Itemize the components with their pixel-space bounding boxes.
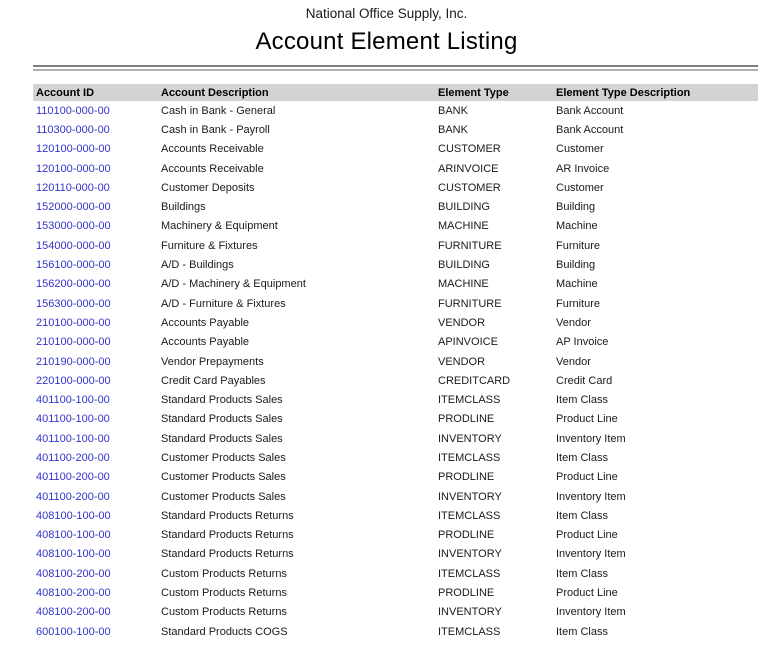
account-description-cell: Custom Products Returns xyxy=(161,606,287,619)
account-id-link[interactable]: 120100-000-00 xyxy=(36,162,111,175)
table-header-row xyxy=(33,84,758,101)
company-name: National Office Supply, Inc. xyxy=(305,6,468,21)
account-id-cell xyxy=(33,197,158,216)
table-row xyxy=(33,564,758,583)
table-row xyxy=(33,236,758,255)
account-description-cell: Vendor Prepayments xyxy=(161,355,264,368)
element-type-description-cell: Product Line xyxy=(556,587,618,600)
table-row xyxy=(33,448,758,467)
account-id-link[interactable]: 153000-000-00 xyxy=(36,220,111,233)
element-type-cell: ITEMCLASS xyxy=(438,625,501,638)
table-row xyxy=(33,410,758,429)
table-row xyxy=(33,583,758,602)
title-divider xyxy=(33,65,758,71)
element-type-description-cell: Inventory Item xyxy=(556,548,626,561)
table-row xyxy=(33,506,758,525)
account-id-link[interactable]: 156100-000-00 xyxy=(36,259,111,272)
account-description-cell: Machinery & Equipment xyxy=(161,220,278,233)
account-id-cell xyxy=(33,487,158,506)
account-description-cell: Standard Products Returns xyxy=(161,529,294,542)
account-id-link[interactable]: 152000-000-00 xyxy=(36,201,111,214)
account-id-link[interactable]: 120110-000-00 xyxy=(36,181,110,194)
element-type-cell: VENDOR xyxy=(438,316,486,329)
element-type-description-cell: Item Class xyxy=(556,625,608,638)
account-id-link[interactable]: 401100-200-00 xyxy=(36,490,110,503)
table-row xyxy=(33,294,758,313)
element-type-description-cell: Building xyxy=(556,201,596,214)
table-row xyxy=(33,333,758,352)
column-header-element-type-description: Element Type Description xyxy=(553,84,758,101)
table-row xyxy=(33,217,758,236)
table-row xyxy=(33,140,758,159)
table-row xyxy=(33,178,758,197)
table-row xyxy=(33,545,758,564)
account-id-cell xyxy=(33,622,158,641)
element-type-description-cell: Vendor xyxy=(556,355,591,368)
account-description-cell: Standard Products Sales xyxy=(161,394,283,407)
element-type-cell: PRODLINE xyxy=(438,587,495,600)
account-id-cell xyxy=(33,159,158,178)
account-id-link[interactable]: 210190-000-00 xyxy=(36,355,111,368)
account-id-link[interactable]: 120100-000-00 xyxy=(36,143,111,156)
account-id-cell xyxy=(33,101,158,120)
account-id-cell xyxy=(33,429,158,448)
account-id-link[interactable]: 408100-200-00 xyxy=(36,587,111,600)
account-id-cell xyxy=(33,178,158,197)
element-type-description-cell: Item Class xyxy=(556,509,608,522)
table-row xyxy=(33,390,758,409)
element-type-cell: ARINVOICE xyxy=(438,162,499,175)
table-row xyxy=(33,603,758,622)
account-id-link[interactable]: 600100-100-00 xyxy=(36,625,111,638)
account-id-link[interactable]: 154000-000-00 xyxy=(36,239,111,252)
element-type-cell: MACHINE xyxy=(438,220,489,233)
account-id-cell xyxy=(33,448,158,467)
account-id-link[interactable]: 110300-000-00 xyxy=(36,123,110,136)
account-description-cell: Customer Products Sales xyxy=(161,490,286,503)
account-description-cell: Customer Deposits xyxy=(161,181,255,194)
element-type-description-cell: AR Invoice xyxy=(556,162,610,175)
account-id-link[interactable]: 408100-100-00 xyxy=(36,509,111,522)
element-type-cell: INVENTORY xyxy=(438,432,502,445)
element-type-cell: BUILDING xyxy=(438,259,490,272)
element-type-cell: PRODLINE xyxy=(438,413,495,426)
element-type-cell: ITEMCLASS xyxy=(438,394,501,407)
account-description-cell: Accounts Receivable xyxy=(161,143,264,156)
element-type-description-cell: Machine xyxy=(556,278,598,291)
table-row xyxy=(33,255,758,274)
account-id-cell xyxy=(33,390,158,409)
element-type-cell: INVENTORY xyxy=(438,490,502,503)
account-id-cell xyxy=(33,275,158,294)
account-id-link[interactable]: 210100-000-00 xyxy=(36,316,111,329)
element-type-cell: BUILDING xyxy=(438,201,490,214)
account-description-cell: A/D - Machinery & Equipment xyxy=(161,278,306,291)
account-description-cell: Standard Products Sales xyxy=(161,413,283,426)
account-description-cell: Standard Products Returns xyxy=(161,548,294,561)
account-id-link[interactable]: 401100-100-00 xyxy=(36,394,110,407)
account-id-link[interactable]: 401100-200-00 xyxy=(36,451,110,464)
element-type-description-cell: Inventory Item xyxy=(556,432,626,445)
table-row xyxy=(33,313,758,332)
table-row xyxy=(33,101,758,120)
element-type-cell: INVENTORY xyxy=(438,606,502,619)
account-description-cell: A/D - Buildings xyxy=(161,259,234,272)
account-id-cell xyxy=(33,255,158,274)
account-id-cell xyxy=(33,526,158,545)
element-type-cell: ITEMCLASS xyxy=(438,567,501,580)
element-type-cell: ITEMCLASS xyxy=(438,509,501,522)
account-description-cell: Custom Products Returns xyxy=(161,567,287,580)
account-id-cell xyxy=(33,313,158,332)
table-row xyxy=(33,468,758,487)
element-type-cell: FURNITURE xyxy=(438,297,502,310)
element-type-cell: APINVOICE xyxy=(438,336,498,349)
account-id-cell xyxy=(33,371,158,390)
account-id-link[interactable]: 156200-000-00 xyxy=(36,278,111,291)
table-row xyxy=(33,197,758,216)
element-type-cell: PRODLINE xyxy=(438,529,495,542)
account-description-cell: A/D - Furniture & Fixtures xyxy=(161,297,286,310)
element-type-cell: CREDITCARD xyxy=(438,374,511,387)
element-type-cell: INVENTORY xyxy=(438,548,502,561)
account-id-link[interactable]: 156300-000-00 xyxy=(36,297,111,310)
account-description-cell: Custom Products Returns xyxy=(161,587,287,600)
account-element-table xyxy=(33,84,758,641)
element-type-cell: MACHINE xyxy=(438,278,489,291)
table-row xyxy=(33,526,758,545)
account-id-cell xyxy=(33,294,158,313)
element-type-cell: CUSTOMER xyxy=(438,143,501,156)
element-type-description-cell: Customer xyxy=(556,143,604,156)
account-id-cell xyxy=(33,564,158,583)
page-title: Account Element Listing xyxy=(255,28,518,55)
account-id-cell xyxy=(33,140,158,159)
element-type-cell: VENDOR xyxy=(438,355,486,368)
column-header-account-description: Account Description xyxy=(158,84,435,101)
element-type-description-cell: Inventory Item xyxy=(556,490,626,503)
account-id-cell xyxy=(33,120,158,139)
account-id-cell xyxy=(33,410,158,429)
element-type-description-cell: Vendor xyxy=(556,316,591,329)
table-row xyxy=(33,429,758,448)
element-type-cell: BANK xyxy=(438,104,468,117)
account-id-link[interactable]: 408100-200-00 xyxy=(36,606,111,619)
element-type-description-cell: Furniture xyxy=(556,239,601,252)
account-id-cell xyxy=(33,236,158,255)
account-id-link[interactable]: 110100-000-00 xyxy=(36,104,110,117)
account-id-cell xyxy=(33,217,158,236)
account-id-link[interactable]: 408100-100-00 xyxy=(36,548,111,561)
account-id-link[interactable]: 401100-200-00 xyxy=(36,471,110,484)
element-type-description-cell: Credit Card xyxy=(556,374,613,387)
report-page xyxy=(0,6,773,654)
column-header-element-type: Element Type xyxy=(435,84,553,101)
element-type-description-cell: Machine xyxy=(556,220,598,233)
table-row xyxy=(33,622,758,641)
element-type-cell: CUSTOMER xyxy=(438,181,501,194)
element-type-cell: BANK xyxy=(438,123,468,136)
table-row xyxy=(33,120,758,139)
account-description-cell: Accounts Payable xyxy=(161,336,250,349)
account-description-cell: Furniture & Fixtures xyxy=(161,239,258,252)
element-type-description-cell: Bank Account xyxy=(556,123,624,136)
account-description-cell: Cash in Bank - Payroll xyxy=(161,123,270,136)
element-type-description-cell: Product Line xyxy=(556,529,618,542)
account-description-cell: Standard Products Sales xyxy=(161,432,283,445)
table-row xyxy=(33,159,758,178)
account-id-link[interactable]: 408100-200-00 xyxy=(36,567,111,580)
table-body xyxy=(33,101,758,641)
account-description-cell: Customer Products Sales xyxy=(161,451,286,464)
account-id-cell xyxy=(33,603,158,622)
account-id-cell xyxy=(33,468,158,487)
account-id-cell xyxy=(33,506,158,525)
element-type-description-cell: Bank Account xyxy=(556,104,624,117)
table-row xyxy=(33,352,758,371)
element-type-description-cell: Product Line xyxy=(556,413,618,426)
account-description-cell: Accounts Receivable xyxy=(161,162,264,175)
account-description-cell: Buildings xyxy=(161,201,206,214)
account-id-link[interactable]: 220100-000-00 xyxy=(36,374,111,387)
account-description-cell: Cash in Bank - General xyxy=(161,104,276,117)
account-id-cell xyxy=(33,333,158,352)
element-type-description-cell: Building xyxy=(556,259,596,272)
table-row xyxy=(33,487,758,506)
account-description-cell: Customer Products Sales xyxy=(161,471,286,484)
table-row xyxy=(33,275,758,294)
element-type-description-cell: Product Line xyxy=(556,471,618,484)
account-id-link[interactable]: 401100-100-00 xyxy=(36,432,110,445)
account-id-link[interactable]: 401100-100-00 xyxy=(36,413,110,426)
element-type-cell: FURNITURE xyxy=(438,239,502,252)
element-type-description-cell: Item Class xyxy=(556,567,608,580)
element-type-description-cell: Furniture xyxy=(556,297,601,310)
element-type-cell: PRODLINE xyxy=(438,471,495,484)
account-description-cell: Accounts Payable xyxy=(161,316,250,329)
column-header-account-id: Account ID xyxy=(33,84,158,101)
account-id-link[interactable]: 408100-100-00 xyxy=(36,529,111,542)
account-id-cell xyxy=(33,545,158,564)
element-type-description-cell: Customer xyxy=(556,181,604,194)
table-row xyxy=(33,371,758,390)
account-id-cell xyxy=(33,352,158,371)
account-description-cell: Standard Products Returns xyxy=(161,509,294,522)
element-type-cell: ITEMCLASS xyxy=(438,451,501,464)
element-type-description-cell: Item Class xyxy=(556,394,608,407)
element-type-description-cell: Inventory Item xyxy=(556,606,626,619)
element-type-description-cell: AP Invoice xyxy=(556,336,609,349)
account-description-cell: Credit Card Payables xyxy=(161,374,266,387)
account-id-link[interactable]: 210100-000-00 xyxy=(36,336,111,349)
account-id-cell xyxy=(33,583,158,602)
element-type-description-cell: Item Class xyxy=(556,451,608,464)
account-description-cell: Standard Products COGS xyxy=(161,625,288,638)
